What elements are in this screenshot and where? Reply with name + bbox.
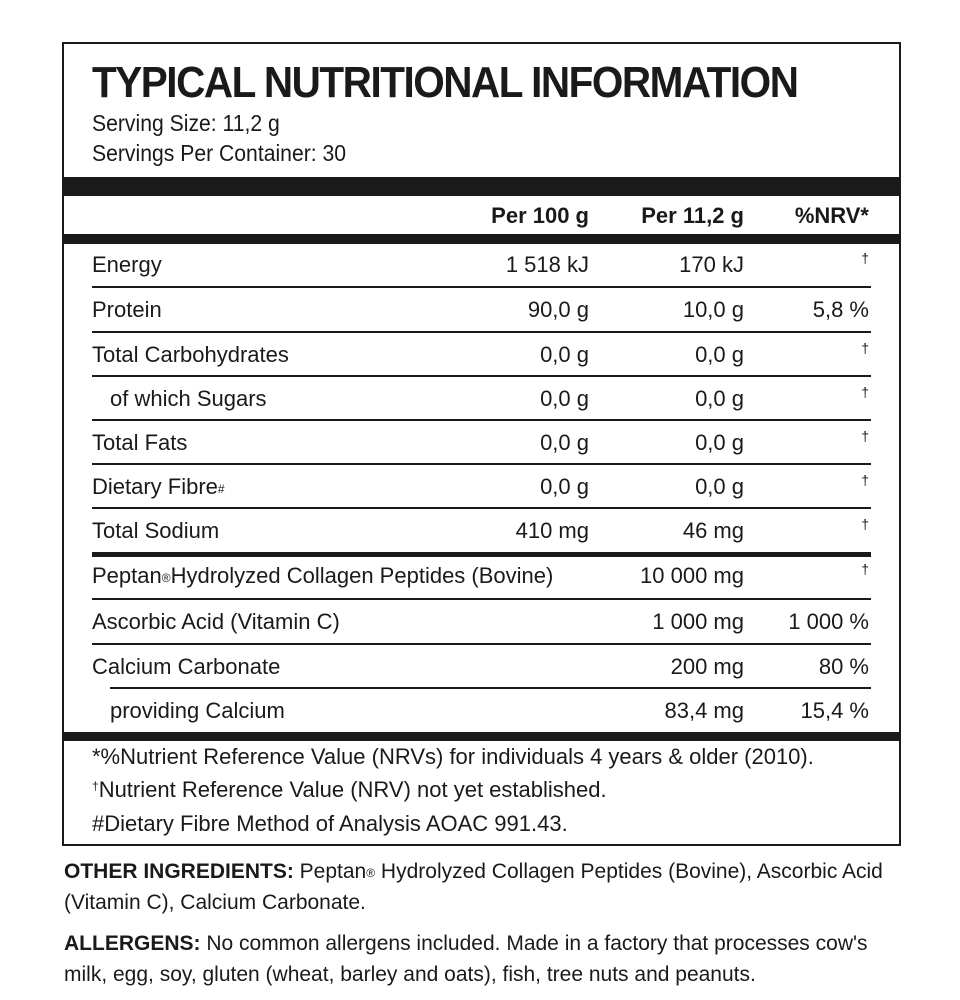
nrv-value: 5,8 % [812,297,869,322]
table-row [64,554,899,598]
per-100g-value: 0,0 g [540,342,589,367]
per-serving-value: 46 mg [682,518,744,543]
table-row [64,465,899,509]
row-label: Protein [92,297,162,322]
dagger-mark: † [92,779,99,793]
table-row [64,333,899,377]
footnote-dagger: †Nutrient Reference Value (NRV) not yet established. [92,777,607,802]
table-row [64,689,899,733]
table-row [64,243,899,287]
table-header [64,194,899,238]
table-row [64,509,899,553]
nrv-value: † [861,561,869,577]
fibre-hash-mark: # [217,482,225,496]
table-row [64,600,899,644]
nutrition-panel [62,42,901,846]
thick-divider-bottom [64,732,899,741]
other-ingredients: OTHER INGREDIENTS: Peptan® Hydrolyzed Collagen Peptides (Bovine), Ascorbic Acid (Vitamin C), Calcium Carbonate. [64,860,883,914]
column-header-per-100g: Per 100 g [491,203,589,228]
per-100g-value: 90,0 g [527,297,589,322]
per-100g-value: 1 518 kJ [505,252,589,277]
row-label: Dietary Fibre # [92,474,225,499]
nrv-value: † [861,516,869,532]
row-label: Peptan ® Hydrolyzed Collagen Peptides (Bovine) [92,563,554,588]
per-100g-value: 0,0 g [540,386,589,411]
per-serving-value: 170 kJ [679,252,744,277]
allergens: ALLERGENS: No common allergens included. Made in a factory that processes cow's milk, egg, soy, gluten (wheat, barley and oats), fish, tree nuts and peanuts. [64,932,868,986]
registered-mark: ® [366,866,376,880]
nrv-value: † [861,340,869,356]
allergens-label: ALLERGENS: [64,932,201,955]
per-serving-value: 0,0 g [695,342,744,367]
per-serving-value: 10,0 g [682,297,744,322]
nrv-value: † [861,428,869,444]
serving-size: Serving Size: 11,2 g [92,110,280,136]
column-header-nrv: %NRV* [794,203,869,228]
nrv-value: 1 000 % [788,609,869,634]
nrv-value: † [861,472,869,488]
per-100g-value: 0,0 g [540,474,589,499]
per-serving-value: 200 mg [670,654,744,679]
table-row [64,645,899,689]
nrv-value: 80 % [818,654,869,679]
registered-mark: ® [161,571,171,585]
servings-per-container: Servings Per Container: 30 [92,140,347,166]
nrv-value: † [861,384,869,400]
nrv-value: † [861,250,869,266]
table-row [64,377,899,421]
row-label: Ascorbic Acid (Vitamin C) [92,609,340,634]
page-title: TYPICAL NUTRITIONAL INFORMATION [92,58,798,107]
row-label: providing Calcium [110,698,285,723]
per-serving-value: 0,0 g [695,430,744,455]
row-label: Calcium Carbonate [92,654,281,679]
per-serving-value: 1 000 mg [652,609,744,634]
per-100g-value: 410 mg [515,518,589,543]
table-row [64,288,899,332]
row-label: Total Sodium [92,518,220,543]
footnote-fibre: #Dietary Fibre Method of Analysis AOAC 991.43. [92,811,568,836]
per-serving-value: 0,0 g [695,386,744,411]
per-serving-value: 83,4 mg [664,698,744,723]
per-serving-value: 10 000 mg [640,563,744,588]
table-row [64,421,899,465]
row-label: of which Sugars [110,386,267,411]
footnote-nrv: *%Nutrient Reference Value (NRVs) for individuals 4 years & older (2010). [92,744,814,769]
other-ingredients-label: OTHER INGREDIENTS: [64,860,294,883]
per-serving-value: 0,0 g [695,474,744,499]
row-label: Energy [92,252,162,277]
row-label: Total Fats [92,430,188,455]
row-label: Total Carbohydrates [92,342,289,367]
per-100g-value: 0,0 g [540,430,589,455]
column-header-per-serving: Per 11,2 g [641,203,744,228]
nrv-value: 15,4 % [800,698,869,723]
